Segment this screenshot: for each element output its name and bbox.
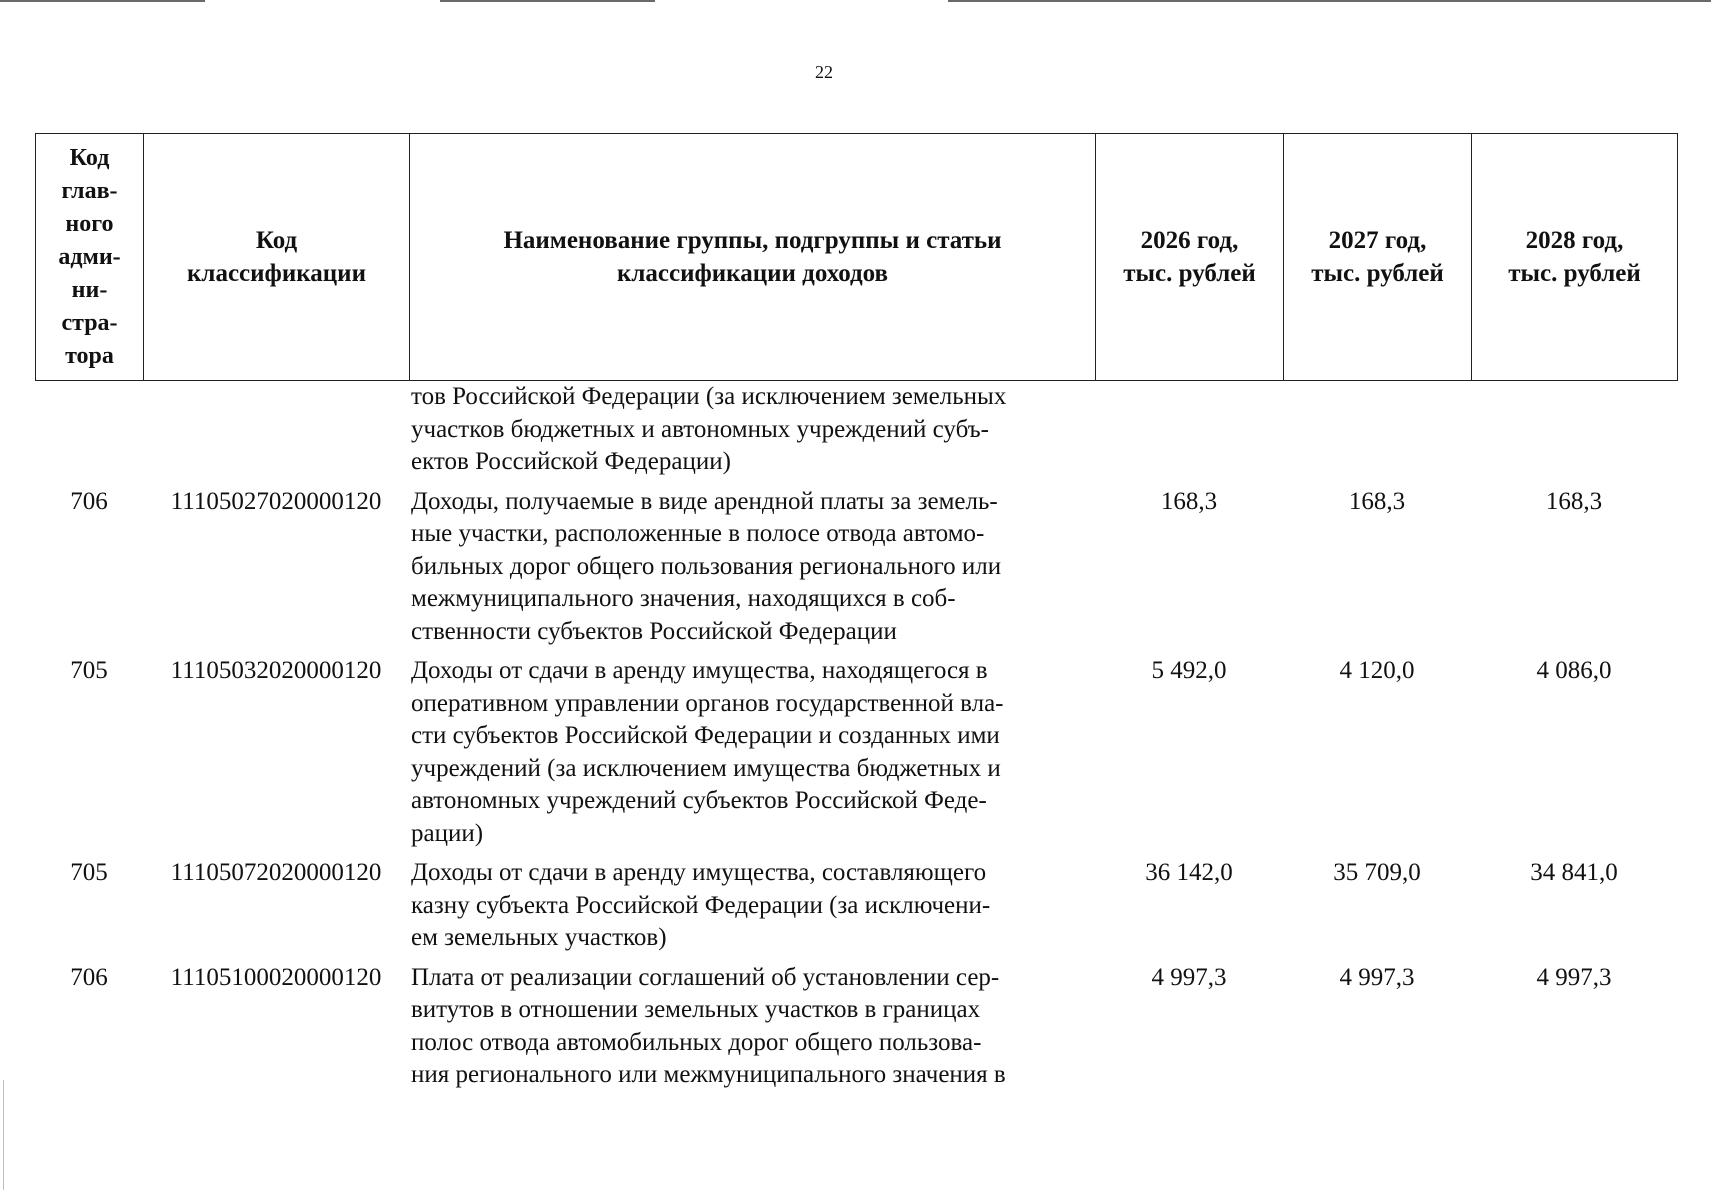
value-2026-cell: 5 492,0 xyxy=(1151,657,1227,684)
value-2028-cell xyxy=(1471,381,1677,479)
header-year-2027: 2027 год, тыс. рублей xyxy=(1284,134,1472,381)
classification-code-cell: 11105072020000120 xyxy=(170,859,382,886)
header-year-2026: 2026 год, тыс. рублей xyxy=(1096,134,1284,381)
value-2027-cell: 4 997,3 xyxy=(1339,963,1415,991)
header-year-2028: 2028 год, тыс. рублей xyxy=(1472,134,1678,381)
income-name-cell: тов Российской Федерации (за исключением земельных участков бюджетных и автономных учреждений субъ- ектов Российской Федерации) xyxy=(411,383,1007,475)
admin-code-cell: 706 xyxy=(70,487,108,515)
classification-code-cell xyxy=(143,381,409,479)
classification-code-cell: 11105027020000120 xyxy=(170,487,382,515)
value-2026-cell: 168,3 xyxy=(1160,487,1218,515)
table-header xyxy=(35,133,1678,381)
scan-artifact-line xyxy=(440,0,655,2)
classification-code-cell: 11105032020000120 xyxy=(170,657,382,684)
admin-code-cell: 705 xyxy=(70,859,108,886)
value-2028-cell: 34 841,0 xyxy=(1530,859,1618,886)
value-2027-cell: 35 709,0 xyxy=(1333,859,1421,886)
income-name-cell: Доходы от сдачи в аренду имущества, составляющего казну субъекта Российской Федерации (за исключени- ем земельных участков) xyxy=(411,859,991,951)
table-row xyxy=(35,655,1677,850)
income-name-cell: Доходы от сдачи в аренду имущества, находящегося в оперативном управлении органов государственной вла- сти субъектов Российской Федерации и созданных ими учреждений (за исключением имущества бюджетных и автономных учреждений субъектов Российской Феде- рации) xyxy=(411,657,1004,847)
income-name-cell: Доходы, получаемые в виде арендной платы за земель- ные участки, расположенные в полосе отвода автомо- бильных дорог общего пользования регионального или межмуниципального значения, находящихся в соб- ственности субъектов Российской Федерации xyxy=(411,487,1002,645)
admin-code-cell: 706 xyxy=(70,963,108,991)
income-name-cell: Плата от реализации соглашений об установлении сер- витутов в отношении земельных участков в границах полос отвода автомобильных дорог общего пользова- ния регионального или межмуниципального значения в xyxy=(411,963,1006,1088)
classification-code-cell: 11105100020000120 xyxy=(170,963,382,991)
page-number: 22 xyxy=(815,62,833,82)
value-2027-cell: 4 120,0 xyxy=(1339,657,1415,684)
value-2027-cell: 168,3 xyxy=(1348,487,1406,515)
scan-artifact-line xyxy=(948,0,1711,2)
header-name: Наименование группы, подгруппы и статьи классификации доходов xyxy=(410,134,1096,381)
value-2028-cell: 4 086,0 xyxy=(1536,657,1612,684)
scan-artifact-line xyxy=(0,0,205,2)
table-row xyxy=(35,857,1677,955)
admin-code-cell: 705 xyxy=(70,657,108,684)
scan-artifact-edge xyxy=(3,1080,4,1190)
table-row xyxy=(35,962,1677,1092)
value-2026-cell: 4 997,3 xyxy=(1151,963,1227,991)
value-2028-cell: 168,3 xyxy=(1545,487,1603,515)
table-row xyxy=(35,486,1677,649)
header-classification-code: Код классификации xyxy=(144,134,410,381)
value-2026-cell: 36 142,0 xyxy=(1145,859,1233,886)
table-body xyxy=(35,381,1677,1092)
value-2026-cell xyxy=(1095,381,1283,479)
table-row xyxy=(35,381,1677,479)
value-2028-cell: 4 997,3 xyxy=(1536,963,1612,991)
header-admin-code: Код глав- ного адми- ни- стра- тора xyxy=(36,134,144,381)
value-2027-cell xyxy=(1283,381,1471,479)
admin-code-cell xyxy=(35,381,143,479)
